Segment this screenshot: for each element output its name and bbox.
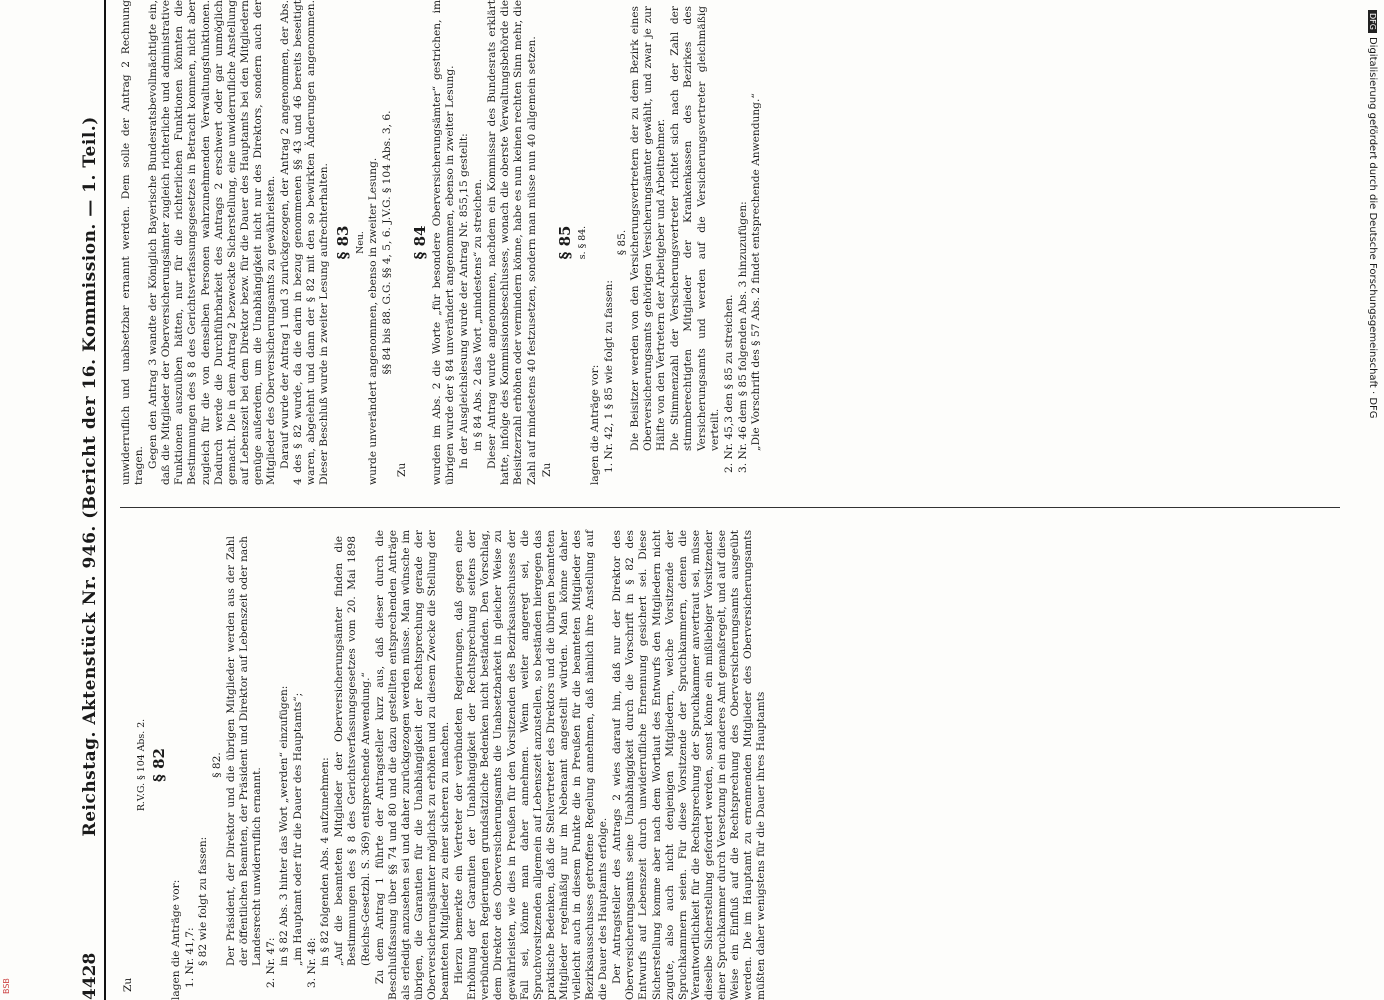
paragraph: Zu	[122, 977, 134, 992]
running-title: Reichstag. Aktenstück Nr. 946. (Bericht der 16. Kommission. — 1. Teil.)	[80, 116, 100, 837]
dfg-logo: DFG	[1368, 10, 1377, 33]
section-heading: § 84	[410, 225, 429, 260]
paragraph: unwiderruflich und unabsetzbar ernannt werden. Dem solle der Antrag 2 Rechnung tragen.	[120, 0, 146, 485]
text-column-left	[120, 530, 769, 1000]
funding-text: Digitalisierung gefördert durch die Deutsche Forschungsgemeinschaft · DFG	[1367, 36, 1378, 419]
section-heading: § 85	[555, 225, 574, 260]
paragraph: wurde unverändert angenommen, ebenso in zweiter Lesung.	[366, 157, 379, 485]
legal-reference: Neu.	[354, 231, 366, 254]
paragraph: Zu	[395, 462, 408, 477]
list-item: 3. Nr. 46 dem § 85 folgenden Abs. 3 hinzuzufügen:	[736, 201, 749, 473]
paragraph: Zu dem Antrag 1 führte der Antragsteller kurz aus, daß dieser durch die Beschlußfassung über §§ 74 und 80 und die dazu gestellten entsprechenden Anträge als erledigt anzusehen sei und daher zurückgezogen werden müsse. Man wünsche im übrigen, die Garantien für die Unabhängigkeit der Rechtsprechung gerade der Oberversicherungsämter möglichst zu erhöhen und zu diesem Zwecke die Stellung der beamteten Mitglieder zu einer sicheren zu machen.	[373, 530, 452, 1000]
paragraph: in § 82 folgenden Abs. 4 aufzunehmen:	[319, 757, 332, 966]
paragraph: Zu	[540, 462, 553, 477]
text-column-right	[120, 0, 764, 485]
paragraph: Hierzu bemerkte ein Vertreter der verbündeten Regierungen, daß gegen eine Erhöhung der Garantien der Unabhängigkeit der Rechtsprechung seitens der verbündeten Regierungen grundsätzliche Bedenken nicht beständen. Den Vorschlag, dem Direktor des Oberversicherungsamts die Unabsetzbarkeit in gleicher Weise zu gewährleisten, wie dies in Preußen für den Vorsitzenden des Bezirksausschusses der Fall sei, könne man daher annehmen. Wenn weiter angeregt sei, die Spruchvorsitzenden allgemein auf Lebenszeit anzustellen, so beständen hiergegen das praktische Bedenken, daß die Stellvertreter des Direktors und die übrigen beamteten Mitglieder regelmäßig nur im Nebenamt angestellt würden. Man könne daher vielleicht auch in diesem Punkte die in Preußen für die beamteten Mitglieder des Bezirksausschusses getroffene Regelung annehmen, daß nämlich ihre Anstellung auf die Dauer des Hauptamts erfolge.	[453, 530, 610, 1000]
page-number: 4428	[80, 952, 100, 1000]
paragraph: Darauf wurde der Antrag 1 und 3 zurückgezogen, der Antrag 2 angenommen, der Abs. 4 des § 82 wurde, da die darin in bezug genommenen §§ 43 und 46 bereits beseitigt waren, abgelehnt und dann der § 82 mit den so bewirkten Änderungen angenommen. Dieser Beschluß wurde in zweiter Lesung aufrechterhalten.	[279, 0, 331, 485]
legal-reference: s. § 84.	[576, 225, 588, 260]
list-item: 1. Nr. 41,7:	[184, 927, 197, 988]
paragraph: Die Beisitzer werden von den Versicherungsvertretern der zu dem Bezirk eines Oberversicherungsamts gehörigen Versicherungsämter gewählt, und zwar je zur Hälfte von den Vertretern der Arbeitgeber und Arbeitnehmer.	[629, 6, 668, 451]
list-item: 2. Nr. 45,3 den § 85 zu streichen.	[722, 294, 735, 473]
paragraph: Der Präsident, der Direktor und die übrigen Mitglieder werden aus der Zahl der öffentlichen Beamten, der Präsident und Direktor auf Lebenszeit oder nach Landesrecht unwiderruflich ernannt.	[224, 536, 263, 966]
paragraph: „im Hauptamt oder für die Dauer des Hauptamts“;	[292, 692, 305, 966]
paragraph: wurden im Abs. 2 die Worte „für besondere Oberversicherungsämter“ gestrichen, im übrigen wurde der § 84 unverändert angenommen, ebenso in zweiter Lesung.	[430, 0, 456, 485]
paragraph: § 82.	[211, 752, 224, 778]
library-stamp	[2, 958, 16, 994]
legal-reference: R.V.G. § 104 Abs. 2.	[136, 718, 148, 812]
list-item: 1. Nr. 42, 1 § 85 wie folgt zu fassen:	[602, 280, 615, 473]
section-heading: § 83	[333, 225, 352, 260]
stamp-text: BSB	[2, 978, 11, 994]
paragraph: „Die Vorschrift des § 57 Abs. 2 findet entsprechende Anwendung.“	[749, 93, 762, 451]
list-item: 3. Nr. 48:	[306, 937, 319, 988]
paragraph: in § 84 Abs. 2 das Wort „mindestens“ zu streichen.	[472, 178, 485, 451]
paragraph: Dieser Antrag wurde angenommen, nachdem ein Kommissar des Bundesrats erklärt hatte, infolge des Kommissionsbeschlusses, wonach die oberste Verwaltungsbehörde die Beisitzerzahl erhöhen oder vermindern könne, habe es nun keinen rechten Sinn mehr, die Zahl auf mindestens 40 festzusetzen, sondern man müsse nun 40 allgemein setzen.	[486, 0, 538, 485]
list-item: 2. Nr. 47:	[264, 937, 277, 988]
paragraph: Die Stimmenzahl der Versicherungsvertreter richtet sich nach der Zahl der stimmberechtigten Mitglieder der Krankenkassen des Bezirkes des Versicherungsamts und werden auf die Versicherungsvertreter gleichmäßig verteilt.	[669, 6, 721, 451]
paragraph: in § 82 Abs. 3 hinter das Wort „werden“ einzufügen:	[277, 685, 290, 966]
page-header	[60, 0, 106, 1000]
paragraph: In der Ausgleichslesung wurde der Antrag Nr. 855,15 gestellt:	[458, 133, 471, 469]
paragraph: Der Antragsteller des Antrags 2 wies darauf hin, daß nur der Direktor des Oberversicherungsamts seine Unabhängigkeit durch die Vorschrift in § 82 des Entwurfs auf Lebenszeit durch unwiderrufliche Ernennung gesichert sei. Diese Sicherstellung komme aber nach dem Wortlaut des Entwurfs den Mitgliedern nicht zugute, also auch nicht denjenigen Mitgliedern, welche Vorsitzende der Spruchkammern seien. Für diese Vorsitzende der Spruchkammern, denen die Verantwortlichkeit für die Rechtsprechung der Spruchkammer anvertraut sei, müsse dieselbe Sicherstellung gefordert werden, sonst könne ein mißliebiger Vorsitzender einer Spruchkammer durch Versetzung in ein anderes Amt gemaßregelt, und auf diese Weise ein Einfluß auf die Rechtsprechung des Oberversicherungsamts ausgeübt werden. Die im Hauptamt zu ernennenden Mitglieder des Oberversicherungsamts müßten daher wenigstens für die Dauer ihres Hauptamts	[611, 530, 768, 1000]
paragraph: lagen die Anträge vor:	[588, 364, 601, 485]
paragraph: § 82 wie folgt zu fassen:	[197, 836, 210, 966]
paragraph: § 85.	[616, 229, 628, 256]
paragraph: lagen die Anträge vor:	[170, 879, 183, 1000]
paragraph: „Auf die beamteten Mitglieder der Oberversicherungsämter finden die Bestimmungen des § 8 des Gerichtsverfassungsgesetzes vom 20. Mai 1898 (Reichs-Gesetzbl. S. 369) entsprechende Anwendung.“	[333, 536, 372, 966]
paragraph: §§ 84 bis 88. G.G. §§ 4, 5, 6. J.V.G. § 104 Abs. 3, 6.	[380, 110, 393, 375]
funding-note	[1362, 10, 1378, 990]
paragraph: Gegen den Antrag 3 wandte der Königlich Bayerische Bundesratsbevollmächtigte ein, daß die Mitglieder der Oberversicherungsämter zugleich richterliche und administrative Funktionen auszuüben hätten, nur für die richterlichen Funktionen könnten die Bestimmungen des § 8 des Gerichtsverfassungsgesetzes in Betracht kommen, nicht aber zugleich für die von denselben Personen wahrzunehmenden Verwaltungsfunktionen. Dadurch werde die Durchführbarkeit des Antrags 2 erschwert oder gar unmöglich gemacht. Die in dem Antrag 2 bezweckte Sicherstellung, eine unwiderrufliche Anstellung auf Lebenszeit bei dem Direktor bezw. für die Dauer des Hauptamts bei den Mitgliedern genüge außerdem, um die Unabhängigkeit nicht nur des Direktors, sondern auch der Mitglieder des Oberversicherungsamts zu gewährleisten.	[147, 0, 278, 485]
rotated-page-content	[60, 0, 1360, 1000]
section-heading: § 82	[150, 748, 169, 782]
column-divider	[120, 507, 1340, 508]
